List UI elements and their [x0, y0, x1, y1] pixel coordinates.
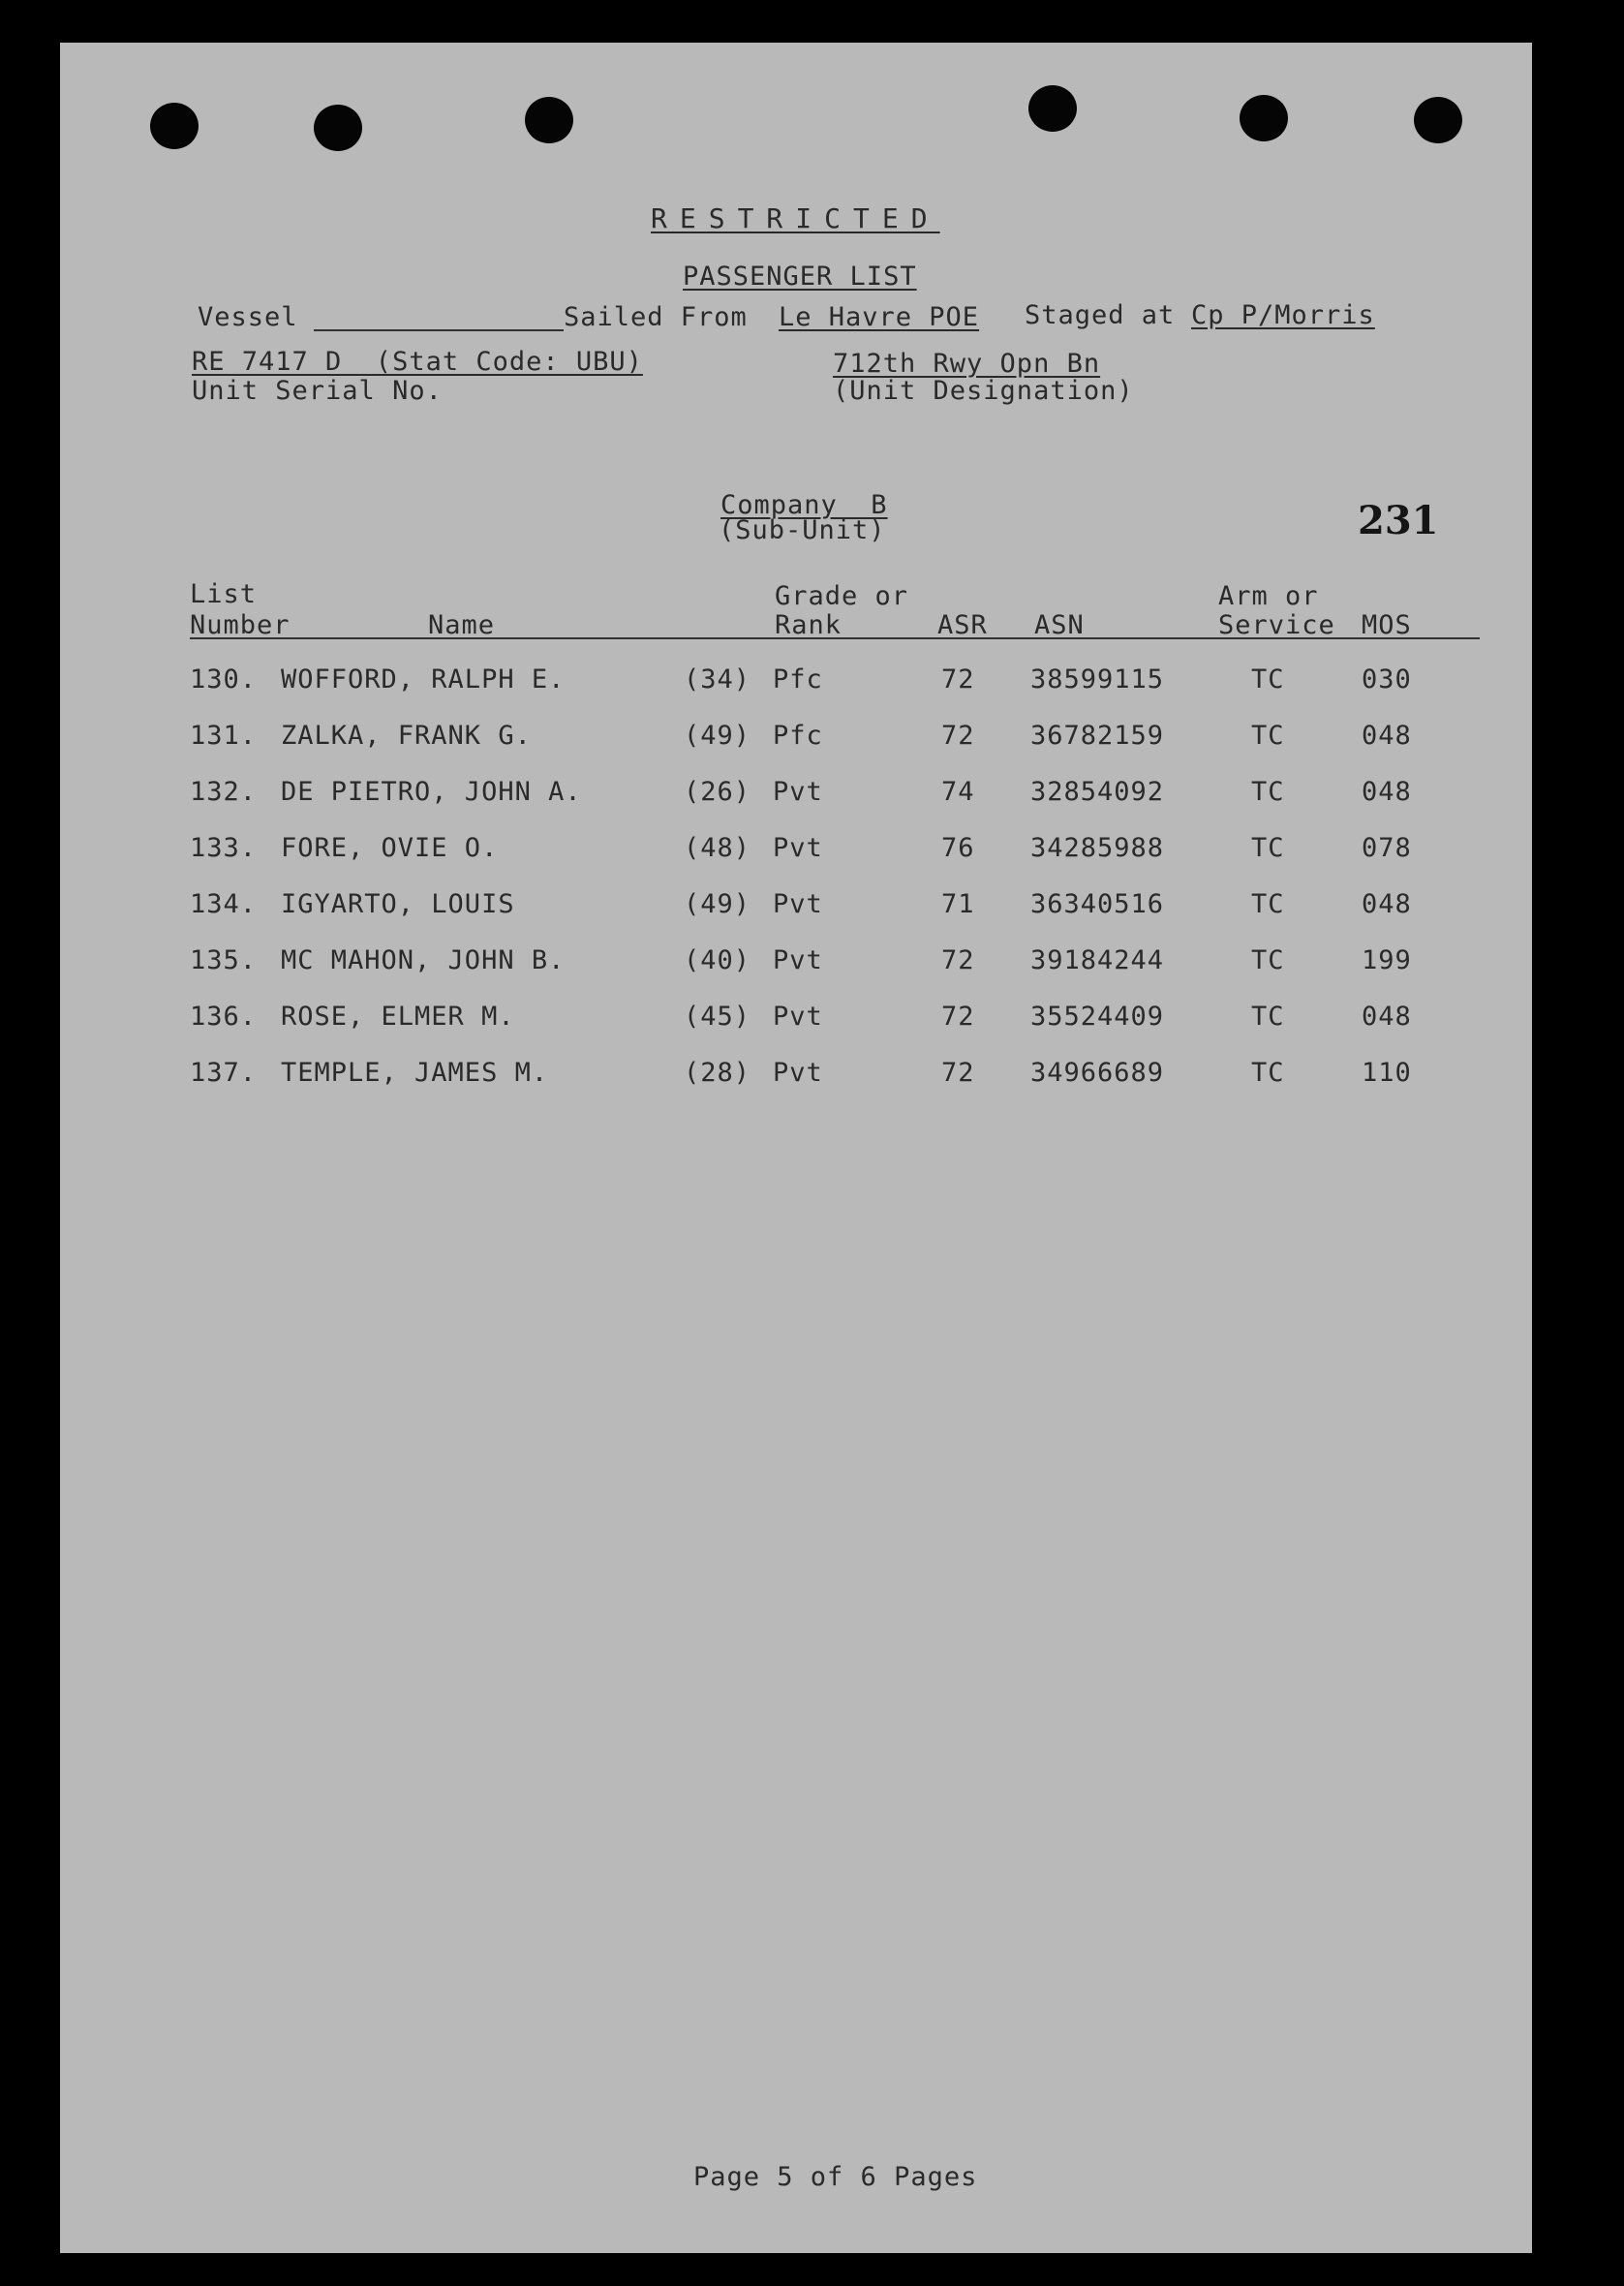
- passenger-name: FORE, OVIE O.: [281, 833, 499, 863]
- passenger-name: WOFFORD, RALPH E.: [281, 664, 566, 695]
- list-number: 135.: [190, 945, 258, 975]
- unit-designation-label: (Unit Designation): [833, 376, 1134, 406]
- document-page: [60, 43, 1532, 2253]
- list-number: 132.: [190, 777, 258, 807]
- passenger-mos: 030: [1362, 664, 1412, 695]
- passenger-rank: Pfc: [773, 721, 823, 751]
- passenger-asn: 32854092: [1030, 777, 1165, 807]
- passenger-rank: Pfc: [773, 664, 823, 695]
- passenger-mos: 048: [1362, 721, 1412, 751]
- passenger-rank: Pvt: [773, 945, 823, 975]
- passenger-age: (45): [684, 1002, 751, 1032]
- sailed-from-label: Sailed From: [564, 302, 748, 332]
- header-grade: Grade or: [775, 581, 909, 611]
- passenger-age: (26): [684, 777, 751, 807]
- passenger-name: ZALKA, FRANK G.: [281, 721, 532, 751]
- passenger-asn: 34966689: [1030, 1058, 1165, 1088]
- sailed-from-value: Le Havre POE: [779, 302, 980, 332]
- passenger-service: TC: [1251, 833, 1285, 863]
- header-asr: ASR: [937, 610, 988, 640]
- passenger-asr: 72: [941, 945, 975, 975]
- list-number: 131.: [190, 721, 258, 751]
- passenger-service: TC: [1251, 777, 1285, 807]
- passenger-service: TC: [1251, 889, 1285, 919]
- passenger-name: IGYARTO, LOUIS: [281, 889, 515, 919]
- list-number: 137.: [190, 1058, 258, 1088]
- passenger-service: TC: [1251, 1058, 1285, 1088]
- passenger-asn: 34285988: [1030, 833, 1165, 863]
- passenger-asr: 72: [941, 1058, 975, 1088]
- passenger-asn: 36782159: [1030, 721, 1165, 751]
- list-number: 133.: [190, 833, 258, 863]
- header-underline: [190, 637, 1480, 639]
- passenger-age: (49): [684, 721, 751, 751]
- staged-at-label: Staged at: [1025, 300, 1176, 330]
- passenger-asn: 35524409: [1030, 1002, 1165, 1032]
- passenger-mos: 048: [1362, 889, 1412, 919]
- header-service: Service: [1218, 610, 1335, 640]
- passenger-asr: 71: [941, 889, 975, 919]
- passenger-rank: Pvt: [773, 889, 823, 919]
- passenger-service: TC: [1251, 1002, 1285, 1032]
- passenger-mos: 048: [1362, 1002, 1412, 1032]
- staged-at-value: Cp P/Morris: [1191, 300, 1375, 330]
- classification-heading: RESTRICTED: [651, 202, 940, 234]
- header-number: Number: [190, 610, 291, 640]
- header-arm: Arm or: [1218, 581, 1319, 611]
- punch-hole: [150, 103, 199, 149]
- header-mos: MOS: [1362, 610, 1412, 640]
- header-name: Name: [428, 610, 496, 640]
- passenger-rank: Pvt: [773, 1058, 823, 1088]
- unit-designation-value: 712th Rwy Opn Bn: [833, 349, 1101, 379]
- header-asn: ASN: [1034, 610, 1085, 640]
- passenger-name: DE PIETRO, JOHN A.: [281, 777, 582, 807]
- passenger-service: TC: [1251, 945, 1285, 975]
- list-number: 130.: [190, 664, 258, 695]
- punch-hole: [314, 105, 362, 151]
- unit-serial-value: RE 7417 D (Stat Code: UBU): [192, 347, 643, 377]
- passenger-asr: 76: [941, 833, 975, 863]
- passenger-name: ROSE, ELMER M.: [281, 1002, 515, 1032]
- passenger-name: MC MAHON, JOHN B.: [281, 945, 566, 975]
- passenger-asr: 72: [941, 1002, 975, 1032]
- passenger-asr: 72: [941, 664, 975, 695]
- page-stamp-number: 231: [1358, 498, 1439, 543]
- passenger-age: (28): [684, 1058, 751, 1088]
- punch-hole: [1028, 85, 1077, 132]
- punch-hole: [1240, 95, 1288, 141]
- header-rank: Rank: [775, 610, 843, 640]
- page-footer: Page 5 of 6 Pages: [693, 2162, 978, 2192]
- passenger-asn: 38599115: [1030, 664, 1165, 695]
- passenger-asn: 39184244: [1030, 945, 1165, 975]
- passenger-mos: 048: [1362, 777, 1412, 807]
- passenger-rank: Pvt: [773, 1002, 823, 1032]
- header-list: List: [190, 579, 258, 609]
- passenger-mos: 110: [1362, 1058, 1412, 1088]
- passenger-rank: Pvt: [773, 833, 823, 863]
- list-number: 136.: [190, 1002, 258, 1032]
- passenger-asn: 36340516: [1030, 889, 1165, 919]
- passenger-name: TEMPLE, JAMES M.: [281, 1058, 549, 1088]
- passenger-mos: 078: [1362, 833, 1412, 863]
- passenger-service: TC: [1251, 721, 1285, 751]
- passenger-asr: 74: [941, 777, 975, 807]
- passenger-rank: Pvt: [773, 777, 823, 807]
- sub-unit-label: (Sub-Unit): [719, 515, 886, 545]
- punch-hole: [525, 97, 573, 143]
- passenger-age: (40): [684, 945, 751, 975]
- passenger-asr: 72: [941, 721, 975, 751]
- company-value: Company B: [720, 490, 888, 520]
- vessel-label: Vessel: [198, 302, 298, 332]
- passenger-mos: 199: [1362, 945, 1412, 975]
- vessel-blank-line: [314, 329, 564, 331]
- list-number: 134.: [190, 889, 258, 919]
- passenger-age: (49): [684, 889, 751, 919]
- passenger-age: (34): [684, 664, 751, 695]
- passenger-age: (48): [684, 833, 751, 863]
- document-title: PASSENGER LIST: [683, 262, 917, 292]
- unit-serial-label: Unit Serial No.: [192, 376, 443, 406]
- passenger-service: TC: [1251, 664, 1285, 695]
- punch-hole: [1414, 97, 1462, 143]
